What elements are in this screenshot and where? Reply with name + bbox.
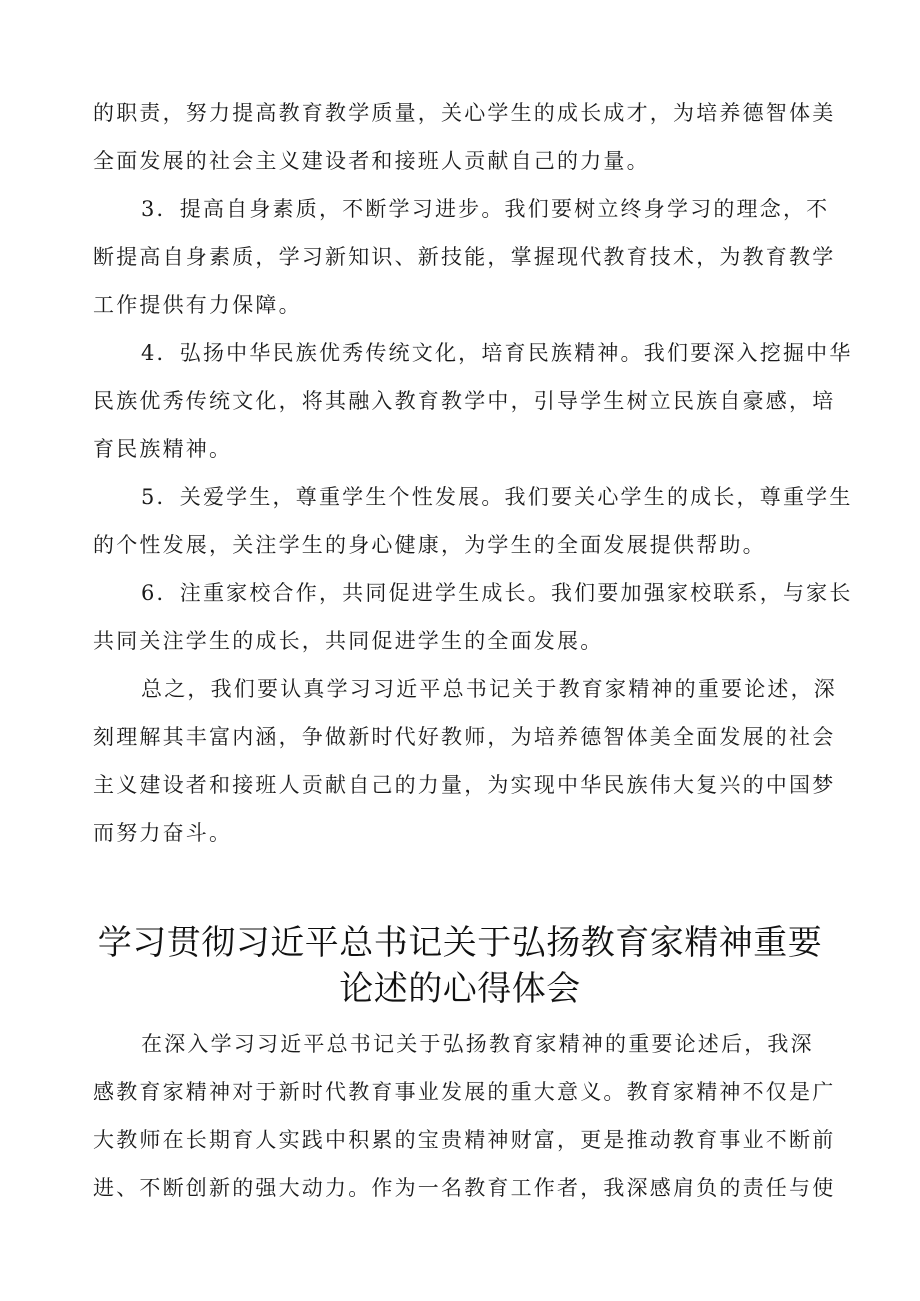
- text-line: 而努力奋斗。: [93, 821, 233, 845]
- text-line: 主义建设者和接班人贡献自己的力量，为实现中华民族伟大复兴的中国梦: [93, 773, 836, 797]
- list-item-5: 5．关爱学生，尊重学生个性发展。我们要关心学生的成长，尊重学生: [141, 485, 853, 509]
- text-line: 刻理解其丰富内涵，争做新时代好教师，为培养德智体美全面发展的社会: [93, 725, 836, 749]
- text-line: 进、不断创新的强大动力。作为一名教育工作者，我深感肩负的责任与使: [93, 1176, 836, 1200]
- text-line: 共同关注学生的成长，共同促进学生的全面发展。: [93, 629, 604, 653]
- article-body: [93, 1020, 836, 1212]
- text-line: 的个性发展，关注学生的身心健康，为学生的全面发展提供帮助。: [93, 533, 766, 557]
- conclusion-paragraph: 总之，我们要认真学习习近平总书记关于教育家精神的重要论述，深: [141, 677, 837, 701]
- article-title-line-2: 论述的心得体会: [339, 969, 581, 1009]
- list-item-3: 3．提高自身素质，不断学习进步。我们要树立终身学习的理念，不: [141, 197, 830, 221]
- text-line: 全面发展的社会主义建设者和接班人贡献自己的力量。: [93, 149, 650, 173]
- text-line: 育民族精神。: [93, 437, 233, 461]
- intro-paragraph: 在深入学习习近平总书记关于弘扬教育家精神的重要论述后，我深: [141, 1032, 814, 1056]
- article-title-line-1: 学习贯彻习近平总书记关于弘扬教育家精神重要: [97, 923, 823, 963]
- list-item-6: 6．注重家校合作，共同促进学生成长。我们要加强家校联系，与家长: [141, 581, 853, 605]
- text-line: 民族优秀传统文化，将其融入教育教学中，引导学生树立民族自豪感，培: [93, 389, 836, 413]
- text-line: 断提高自身素质，学习新知识、新技能，掌握现代教育技术，为教育教学: [93, 245, 836, 269]
- text-line: 大教师在长期育人实践中积累的宝贵精神财富，更是推动教育事业不断前: [93, 1128, 836, 1152]
- article-title: [0, 920, 920, 1012]
- previous-article-body: [93, 89, 853, 857]
- text-line: 感教育家精神对于新时代教育事业发展的重大意义。教育家精神不仅是广: [93, 1080, 836, 1104]
- list-item-4: 4．弘扬中华民族优秀传统文化，培育民族精神。我们要深入挖掘中华: [141, 341, 853, 365]
- text-line: 的职责，努力提高教育教学质量，关心学生的成长成才，为培养德智体美: [93, 101, 836, 125]
- text-line: 工作提供有力保障。: [93, 293, 302, 317]
